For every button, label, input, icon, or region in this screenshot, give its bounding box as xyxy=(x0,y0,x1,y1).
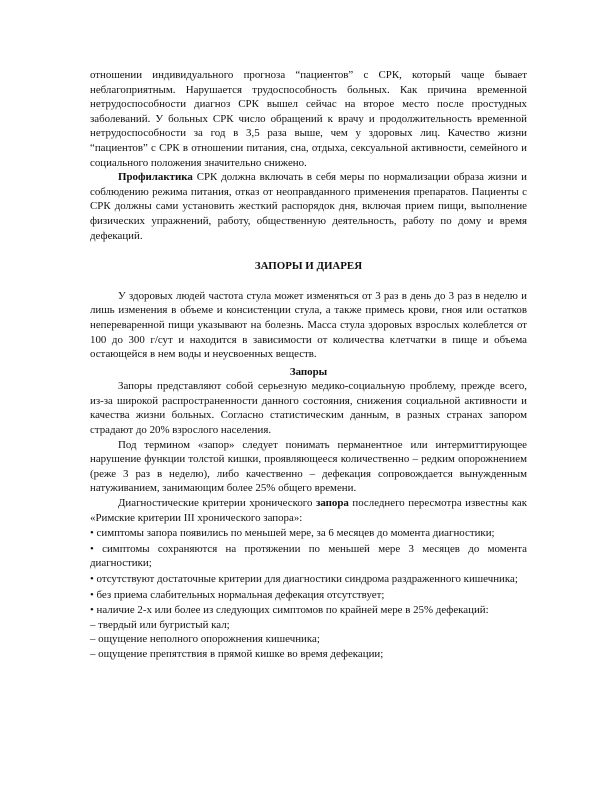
criteria-bullet: • симптомы запора появились по меньшей мере, за 6 месяцев до момента диагностики; xyxy=(90,527,495,540)
criteria-bullet: • наличие 2-х или более из следующих симптомов по крайней мере в 25% дефекаций: xyxy=(90,604,489,617)
paragraph-constipation-definition: Под термином «запор» следует понимать перманентное или интермиттирующее нарушение функции толстой кишки, проявляющееся количественно – редким опорожнением (реже 3 раз в неделю), либо качественно – дефекация сопровождается вынужденным натуживанием, занимающим более 25% общего времени. xyxy=(90,438,527,495)
paragraph-constipation-problem: Запоры представляют собой серьезную медико-социальную проблему, прежде всего, из-за широкой распространенности данного состояния, снижения социальной активности и качества жизни больных. Согласно статистическим данным, в разных странах запором страдают до 20% взрослого населения. xyxy=(90,380,527,437)
paragraph-prognosis: отношении индивидуального прогноза “пациентов” с СРК, который чаще бывает неблагоприятным. Нарушается трудоспособность больных. Как причина временной нетрудоспособности диагноз СРК вышел сейчас на второе место после простудных заболеваний. У больных СРК число обращений к врачу и продолжительность временной нетрудоспособности за год в 3,5 раза выше, чем у здоровых лиц. Качество жизни “пациентов” с СРК в отношении питания, сна, отдыха, сексуальной активности, семейного и социального положения значительно снижено. xyxy=(90,69,527,169)
criteria-bullet: • симптомы сохраняются на протяжении по меньшей мере 3 месяцев до момента диагностики; xyxy=(90,542,527,570)
prevention-text: СРК должна включать в себя меры по нормализации образа жизни и соблюдению режима питания, отказ от неоправданного применения препаратов. Пациенты с СРК должны сами установить жесткий распорядок дня, включая прием пищи, выполнение физических упражнений, работу, общественную деятельность, работу по дому и время дефекаций. xyxy=(90,171,527,242)
prevention-term: Профилактика xyxy=(118,171,193,184)
criteria-bullet: • без приема слабительных нормальная дефекация отсутствует; xyxy=(90,588,385,601)
paragraph-prevention xyxy=(90,170,527,243)
paragraph-criteria-intro xyxy=(90,496,527,525)
criteria-intro-b: последнего пересмотра известны как «Римские критерии III хронического запора»: xyxy=(90,497,527,524)
section-heading: ЗАПОРЫ И ДИАРЕЯ xyxy=(254,260,363,273)
subsection-heading: Запоры xyxy=(289,365,328,378)
symptom-dash-item: – твердый или бугристый кал; xyxy=(90,618,230,631)
criteria-intro-a: Диагностические критерии хронического xyxy=(118,497,316,510)
symptom-dash-item: – ощущение неполного опорожнения кишечника; xyxy=(90,633,320,646)
criteria-bullet: • отсутствуют достаточные критерии для диагностики синдрома раздраженного кишечника; xyxy=(90,573,518,585)
criteria-intro-bold: запора xyxy=(315,497,349,510)
paragraph-stool-norms: У здоровых людей частота стула может изменяться от 3 раз в день до 3 раз в неделю и лишь изменения в объеме и консистенции стула, а также примесь крови, гноя или остатков непереваренной пищи указывают на болезнь. Масса стула здоровых взрослых колеблется от 100 до 300 г/сут и находится в зависимости от количества клетчатки в пище и объема остающейся в нем воды и неусвоенных веществ. xyxy=(90,289,527,361)
document-page xyxy=(90,68,527,662)
symptom-dash-item: – ощущение препятствия в прямой кишке во время дефекации; xyxy=(90,647,384,660)
